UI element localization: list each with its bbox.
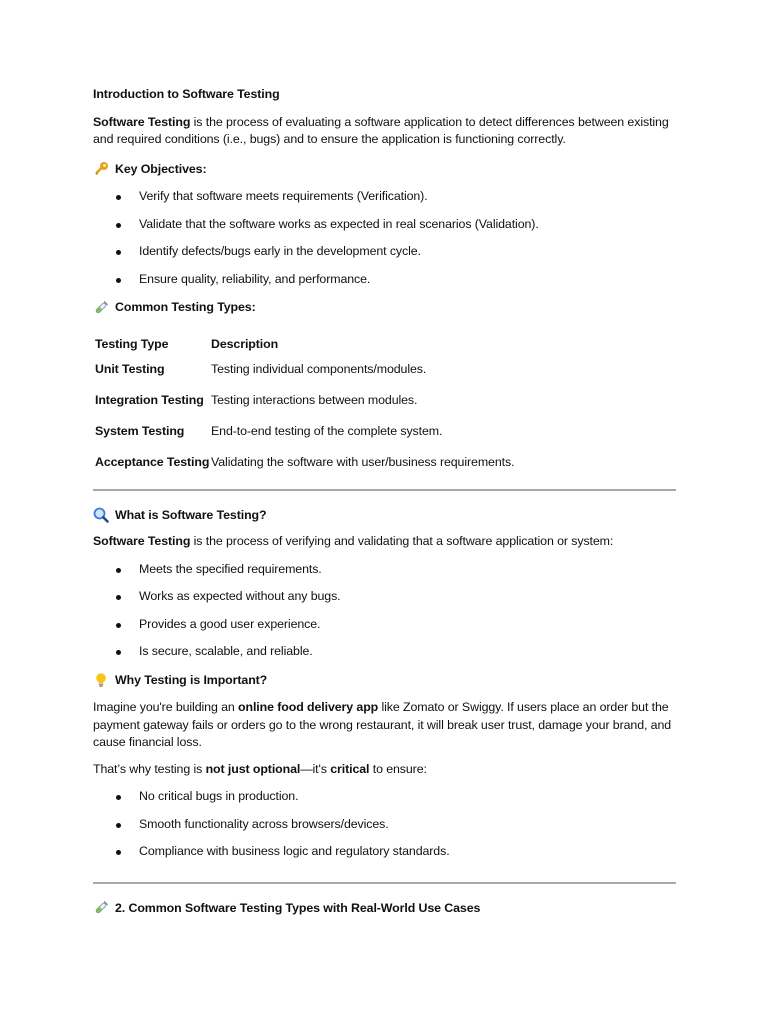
common-types-heading (93, 299, 676, 317)
testing-types-table (95, 330, 514, 474)
why-heading (93, 672, 676, 690)
test-tube-icon (93, 900, 109, 916)
lightbulb-icon (93, 672, 109, 688)
key-objectives-heading (93, 161, 676, 179)
table-cell-description: End-to-end testing of the complete system. (211, 423, 443, 438)
table-row (95, 423, 514, 454)
why-text: like Zomato or Swiggy. If users place an order but the payment gateway fails or orders go to the wrong restaurant, it will break user trust, damage your brand, and cause financial loss. (93, 700, 672, 749)
document-title: Introduction to Software Testing (93, 87, 280, 101)
list-item: Provides a good user experience. (93, 616, 676, 634)
intro-text: is the process of evaluating a software application to detect differences between existing and required conditions (i.e., bugs) and to ensure the application is functioning correctly. (93, 114, 669, 146)
list-item: Works as expected without any bugs. (93, 588, 676, 606)
list-item: Compliance with business logic and regulatory standards. (93, 843, 676, 861)
table-cell-description: Testing individual components/modules. (211, 361, 427, 376)
intro-paragraph (93, 114, 676, 149)
section-2-heading (93, 900, 676, 918)
why-list (93, 788, 676, 861)
list-item: Smooth functionality across browsers/devices. (93, 816, 676, 834)
column-header: Testing Type (95, 337, 169, 352)
why-paragraph-1 (93, 699, 676, 752)
why-label: Why Testing is Important? (115, 672, 268, 687)
table-row (95, 361, 514, 392)
table-row (95, 392, 514, 423)
what-is-list (93, 561, 676, 661)
table-cell-description: Testing interactions between modules. (211, 392, 418, 407)
column-header: Description (211, 337, 279, 352)
table-cell-description: Validating the software with user/business requirements. (211, 454, 515, 469)
why-emphasis: not just optional (205, 761, 301, 776)
list-item: Ensure quality, reliability, and performance. (93, 271, 676, 289)
list-item: Meets the specified requirements. (93, 561, 676, 579)
common-types-label: Common Testing Types: (115, 300, 256, 314)
why-text: Imagine you're building an (93, 700, 239, 714)
key-icon (93, 161, 109, 177)
magnifier-icon (93, 507, 109, 523)
what-is-term: Software Testing (93, 534, 191, 548)
table-cell-type: System Testing (95, 423, 185, 438)
list-item: Validate that the software works as expected in real scenarios (Validation). (93, 216, 676, 234)
table-cell-type: Unit Testing (95, 361, 165, 376)
what-is-text: is the process of verifying and validating that a software application or system: (190, 534, 614, 548)
what-is-heading (93, 507, 676, 525)
key-objectives-label: Key Objectives: (115, 161, 207, 176)
table-header-row (95, 330, 514, 361)
section-divider (93, 882, 676, 884)
table-cell-type: Acceptance Testing (95, 454, 210, 469)
section-divider (93, 489, 676, 491)
document-page (93, 86, 676, 917)
list-item: Identify defects/bugs early in the development cycle. (93, 243, 676, 261)
what-is-label: What is Software Testing? (115, 507, 267, 522)
why-text: —it's (300, 761, 331, 776)
section-2-label: 2. Common Software Testing Types with Real-World Use Cases (115, 900, 481, 915)
table-row (95, 454, 514, 474)
why-emphasis: online food delivery app (238, 700, 379, 714)
list-item: No critical bugs in production. (93, 788, 676, 806)
why-text: to ensure: (369, 761, 427, 776)
list-item: Is secure, scalable, and reliable. (93, 643, 676, 661)
why-text: That’s why testing is (93, 761, 206, 776)
table-cell-type: Integration Testing (95, 392, 204, 407)
intro-term: Software Testing (93, 114, 191, 129)
key-objectives-list (93, 188, 676, 288)
list-item: Verify that software meets requirements (Verification). (93, 188, 676, 206)
what-is-paragraph (93, 533, 676, 551)
test-tube-icon (93, 300, 109, 316)
why-paragraph-2 (93, 761, 676, 779)
why-emphasis: critical (330, 761, 370, 776)
